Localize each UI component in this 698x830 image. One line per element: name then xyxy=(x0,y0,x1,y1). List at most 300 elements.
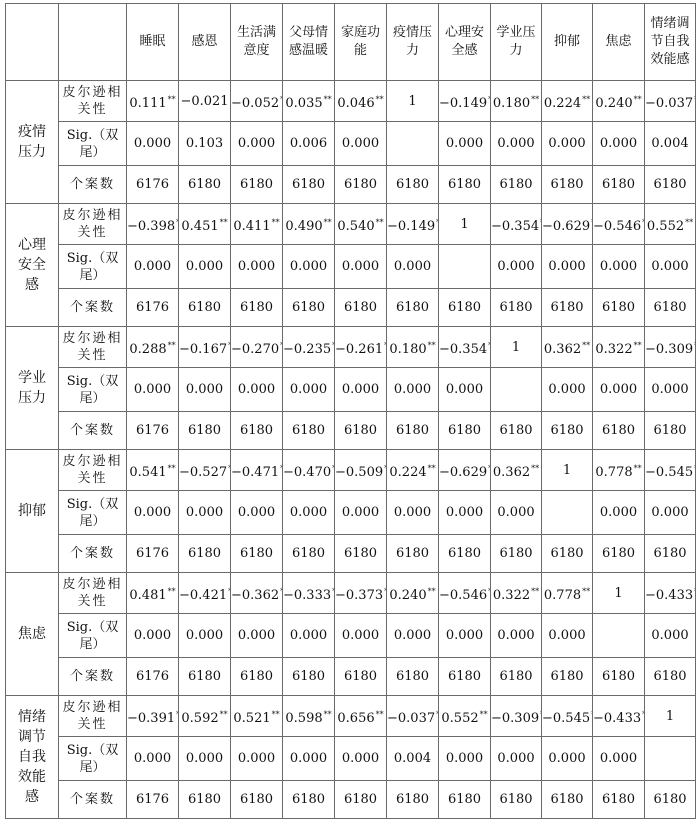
value-cell: 1 xyxy=(439,204,491,245)
value-cell: −0.629 xyxy=(542,204,593,245)
row-label-text: Sig.（双尾） xyxy=(66,742,119,775)
value-cell: −0.545 xyxy=(645,450,696,491)
significance-marker: ** xyxy=(531,463,540,473)
value-cell: 6180 xyxy=(179,166,231,204)
table-row xyxy=(6,737,696,781)
group-label xyxy=(6,573,59,696)
significance-marker: ** xyxy=(685,217,694,227)
table-row xyxy=(6,81,696,122)
column-header xyxy=(231,4,283,81)
value-cell: 0.224** xyxy=(542,81,593,122)
value-cell: 6180 xyxy=(593,781,645,819)
significance-marker: ** xyxy=(427,586,436,596)
value-cell: −0.629 xyxy=(439,450,491,491)
value-cell: 6180 xyxy=(231,412,283,450)
row-label-text: Sig.（双尾） xyxy=(66,496,119,529)
value-cell: −0.527 xyxy=(179,450,231,491)
value-cell: 0.000 xyxy=(231,245,283,289)
significance-marker xyxy=(694,95,695,104)
value-cell: 6180 xyxy=(542,658,593,696)
row-label xyxy=(59,658,127,696)
row-label xyxy=(59,166,127,204)
row-label-text: 皮尔逊相关性 xyxy=(62,577,123,609)
value-cell: 0.000 xyxy=(127,122,179,166)
value-cell: −0.433 xyxy=(645,573,696,614)
value-cell xyxy=(439,245,491,289)
value-cell: 0.000 xyxy=(439,614,491,658)
row-label-text: Sig.（双尾） xyxy=(66,127,119,160)
row-label xyxy=(59,412,127,450)
value-cell: 6176 xyxy=(127,289,179,327)
value-cell: 6180 xyxy=(179,412,231,450)
row-label xyxy=(59,737,127,781)
value-cell: 6180 xyxy=(439,535,491,573)
value-cell: 6180 xyxy=(491,289,542,327)
row-label-text: 皮尔逊相关性 xyxy=(62,85,123,117)
table-row xyxy=(6,573,696,614)
value-cell: 0.000 xyxy=(491,491,542,535)
value-cell: 0.000 xyxy=(542,368,593,412)
table-row xyxy=(6,781,696,819)
column-header-label: 感恩 xyxy=(191,34,218,49)
value-cell: 0.000 xyxy=(127,368,179,412)
value-cell: 6180 xyxy=(335,781,387,819)
value-cell: 0.000 xyxy=(491,737,542,781)
value-cell: 6180 xyxy=(439,658,491,696)
significance-marker xyxy=(694,341,695,350)
value-cell: 0.000 xyxy=(645,491,696,535)
value-cell: 0.180** xyxy=(387,327,439,368)
value-cell: 0.000 xyxy=(645,368,696,412)
column-header xyxy=(593,4,645,81)
value-cell: 0.046** xyxy=(335,81,387,122)
value-cell: 0.000 xyxy=(127,245,179,289)
value-cell: 0.180** xyxy=(491,81,542,122)
column-header xyxy=(491,4,542,81)
value-cell: 0.000 xyxy=(387,368,439,412)
significance-marker: ** xyxy=(323,709,332,719)
value-cell: −0.309 xyxy=(491,696,542,737)
row-label xyxy=(59,368,127,412)
value-cell: 6180 xyxy=(439,412,491,450)
value-cell: 6180 xyxy=(593,289,645,327)
value-cell: 6180 xyxy=(491,658,542,696)
row-label-text: Sig.（双尾） xyxy=(66,373,119,406)
value-cell: 6180 xyxy=(283,289,335,327)
value-cell: 0.000 xyxy=(283,368,335,412)
value-cell: 6180 xyxy=(283,658,335,696)
value-cell: 6180 xyxy=(645,289,696,327)
column-header-label: 疫情压力 xyxy=(392,25,432,58)
value-cell: 0.000 xyxy=(335,614,387,658)
column-header xyxy=(542,4,593,81)
value-cell: −0.354 xyxy=(491,204,542,245)
value-cell: 0.000 xyxy=(127,491,179,535)
column-header-label: 焦虑 xyxy=(605,34,632,49)
group-label-text: 焦虑 xyxy=(18,626,46,642)
value-cell: 0.000 xyxy=(439,122,491,166)
value-cell: 6180 xyxy=(231,658,283,696)
column-header xyxy=(645,4,696,81)
value-cell: 0.240** xyxy=(387,573,439,614)
significance-marker: ** xyxy=(323,217,332,227)
value-cell: 0.000 xyxy=(593,737,645,781)
value-cell: 0.451** xyxy=(179,204,231,245)
row-label xyxy=(59,289,127,327)
value-cell: 0.362** xyxy=(491,450,542,491)
row-label-text: 个案数 xyxy=(69,423,115,438)
value-cell: 6180 xyxy=(179,289,231,327)
value-cell: 0.362** xyxy=(542,327,593,368)
value-cell: −0.362 xyxy=(231,573,283,614)
table-row xyxy=(6,658,696,696)
significance-marker: ** xyxy=(167,94,176,104)
value-cell: 0.288** xyxy=(127,327,179,368)
value-cell: 6180 xyxy=(179,535,231,573)
column-header xyxy=(127,4,179,81)
value-cell: −0.261 xyxy=(335,327,387,368)
value-cell: −0.270 xyxy=(231,327,283,368)
value-cell: 0.000 xyxy=(231,614,283,658)
column-header xyxy=(387,4,439,81)
corner-cell xyxy=(59,4,127,81)
value-cell: −0.433 xyxy=(593,696,645,737)
group-label xyxy=(6,204,59,327)
significance-marker: ** xyxy=(582,94,591,104)
value-cell: 0.000 xyxy=(335,122,387,166)
value-cell: 6180 xyxy=(645,535,696,573)
value-cell: −0.546 xyxy=(593,204,645,245)
value-cell: 6180 xyxy=(439,781,491,819)
value-cell: 0.000 xyxy=(439,737,491,781)
value-cell: −0.391 xyxy=(127,696,179,737)
value-cell: 6180 xyxy=(491,535,542,573)
value-cell: 6180 xyxy=(593,535,645,573)
value-cell: 6180 xyxy=(593,166,645,204)
value-cell: 0.000 xyxy=(179,491,231,535)
column-header-label: 家庭功能 xyxy=(340,25,380,58)
table-row xyxy=(6,204,696,245)
value-cell: 0.000 xyxy=(542,245,593,289)
value-cell: 0.000 xyxy=(645,245,696,289)
value-cell: 0.000 xyxy=(387,245,439,289)
significance-marker: ** xyxy=(582,586,591,596)
value-cell: 6176 xyxy=(127,166,179,204)
value-cell: 0.322** xyxy=(593,327,645,368)
row-label-text: 个案数 xyxy=(69,300,115,315)
value-cell: 6180 xyxy=(335,166,387,204)
significance-marker: ** xyxy=(219,709,228,719)
table-row xyxy=(6,491,696,535)
value-cell: 0.000 xyxy=(387,491,439,535)
significance-marker: ** xyxy=(271,709,280,719)
row-label-text: Sig.（双尾） xyxy=(66,250,119,283)
value-cell: 0.541** xyxy=(127,450,179,491)
table-row xyxy=(6,327,696,368)
value-cell: 0.000 xyxy=(283,491,335,535)
table-body xyxy=(6,81,696,819)
value-cell: −0.421 xyxy=(179,573,231,614)
value-cell: 0.000 xyxy=(179,368,231,412)
row-label xyxy=(59,781,127,819)
value-cell: −0.545 xyxy=(542,696,593,737)
value-cell: 0.000 xyxy=(542,614,593,658)
value-cell: 1 xyxy=(491,327,542,368)
value-cell: 6180 xyxy=(335,412,387,450)
value-cell: −0.309 xyxy=(645,327,696,368)
significance-marker: ** xyxy=(427,463,436,473)
column-header-label: 心理安全感 xyxy=(444,25,484,58)
value-cell: −0.509 xyxy=(335,450,387,491)
value-cell: 0.000 xyxy=(283,245,335,289)
value-cell: 0.552** xyxy=(439,696,491,737)
value-cell: 6176 xyxy=(127,535,179,573)
value-cell: 0.000 xyxy=(542,737,593,781)
value-cell: 6180 xyxy=(593,658,645,696)
row-label-text: Sig.（双尾） xyxy=(66,619,119,652)
value-cell: 6180 xyxy=(387,535,439,573)
group-label-text: 情绪调节自我效能感 xyxy=(18,709,46,805)
value-cell: 0.103 xyxy=(179,122,231,166)
row-label xyxy=(59,614,127,658)
value-cell: 0.240** xyxy=(593,81,645,122)
value-cell: 6180 xyxy=(645,658,696,696)
table-row xyxy=(6,614,696,658)
value-cell: 0.000 xyxy=(283,737,335,781)
significance-marker: ** xyxy=(633,94,642,104)
value-cell: −0.470 xyxy=(283,450,335,491)
value-cell: 6180 xyxy=(542,289,593,327)
row-label-text: 个案数 xyxy=(69,792,115,807)
value-cell: 0.521** xyxy=(231,696,283,737)
value-cell: 1 xyxy=(593,573,645,614)
value-cell: −0.471 xyxy=(231,450,283,491)
value-cell: 6180 xyxy=(387,289,439,327)
value-cell: 0.778** xyxy=(593,450,645,491)
value-cell: 6180 xyxy=(335,289,387,327)
row-label xyxy=(59,81,127,122)
row-label-text: 皮尔逊相关性 xyxy=(62,331,123,363)
column-header xyxy=(179,4,231,81)
value-cell: 6180 xyxy=(542,535,593,573)
correlation-table xyxy=(5,3,696,819)
value-cell: 0.000 xyxy=(335,737,387,781)
row-label-text: 皮尔逊相关性 xyxy=(62,700,123,732)
significance-marker: ** xyxy=(271,217,280,227)
value-cell: 6180 xyxy=(179,658,231,696)
significance-marker: ** xyxy=(167,586,176,596)
table-row xyxy=(6,289,696,327)
row-label-text: 个案数 xyxy=(69,546,115,561)
value-cell: 0.000 xyxy=(542,122,593,166)
value-cell: 6180 xyxy=(283,412,335,450)
value-cell: 0.000 xyxy=(593,122,645,166)
value-cell: 6180 xyxy=(387,781,439,819)
value-cell: 6180 xyxy=(439,289,491,327)
significance-marker: ** xyxy=(479,709,488,719)
row-label-text: 个案数 xyxy=(69,177,115,192)
value-cell: 6180 xyxy=(231,289,283,327)
row-label-text: 皮尔逊相关性 xyxy=(62,208,123,240)
column-header-label: 生活满意度 xyxy=(236,25,276,58)
value-cell: −0.235 xyxy=(283,327,335,368)
value-cell: 6180 xyxy=(542,412,593,450)
value-cell: 0.006 xyxy=(283,122,335,166)
value-cell: 0.000 xyxy=(645,614,696,658)
row-label xyxy=(59,122,127,166)
value-cell: 0.000 xyxy=(231,491,283,535)
column-header-label: 学业压力 xyxy=(496,25,536,58)
group-label-text: 疫情压力 xyxy=(18,124,46,160)
significance-marker: ** xyxy=(427,340,436,350)
value-cell: 1 xyxy=(645,696,696,737)
value-cell: 0.411** xyxy=(231,204,283,245)
significance-marker xyxy=(694,464,695,473)
value-cell xyxy=(542,491,593,535)
value-cell: 0.000 xyxy=(491,122,542,166)
value-cell xyxy=(645,737,696,781)
value-cell: 6180 xyxy=(179,781,231,819)
value-cell: 6180 xyxy=(542,781,593,819)
value-cell: 0.490** xyxy=(283,204,335,245)
row-label xyxy=(59,535,127,573)
value-cell: 0.000 xyxy=(231,737,283,781)
group-label xyxy=(6,450,59,573)
row-label xyxy=(59,204,127,245)
value-cell: 0.000 xyxy=(439,368,491,412)
row-label-text: 皮尔逊相关性 xyxy=(62,454,123,486)
value-cell: 6180 xyxy=(439,166,491,204)
value-cell: −0.149 xyxy=(387,204,439,245)
value-cell: 0.000 xyxy=(283,614,335,658)
column-header xyxy=(335,4,387,81)
significance-marker: ** xyxy=(375,709,384,719)
value-cell: 6180 xyxy=(542,166,593,204)
value-cell: −0.167 xyxy=(179,327,231,368)
value-cell: 0.656** xyxy=(335,696,387,737)
table-row xyxy=(6,166,696,204)
value-cell: 6180 xyxy=(335,658,387,696)
column-header-label: 睡眠 xyxy=(139,34,166,49)
value-cell: 1 xyxy=(387,81,439,122)
value-cell: 0.000 xyxy=(179,737,231,781)
value-cell: 0.000 xyxy=(127,737,179,781)
value-cell: 0.224** xyxy=(387,450,439,491)
value-cell: 6176 xyxy=(127,412,179,450)
value-cell: −0.354 xyxy=(439,327,491,368)
value-cell: 0.000 xyxy=(231,368,283,412)
row-label-text: 个案数 xyxy=(69,669,115,684)
table-row xyxy=(6,450,696,491)
value-cell: 0.778** xyxy=(542,573,593,614)
group-label xyxy=(6,696,59,819)
value-cell: 0.000 xyxy=(593,245,645,289)
column-header-label: 抑郁 xyxy=(553,34,580,49)
significance-marker: ** xyxy=(531,586,540,596)
significance-marker: ** xyxy=(219,217,228,227)
value-cell xyxy=(387,122,439,166)
value-cell: −0.037 xyxy=(645,81,696,122)
value-cell: −0.021 xyxy=(179,81,231,122)
row-label xyxy=(59,327,127,368)
value-cell: 0.540** xyxy=(335,204,387,245)
value-cell: 0.111** xyxy=(127,81,179,122)
value-cell: 6180 xyxy=(283,535,335,573)
value-cell: 0.000 xyxy=(593,491,645,535)
value-cell: 0.000 xyxy=(127,614,179,658)
value-cell: −0.398 xyxy=(127,204,179,245)
table-row xyxy=(6,412,696,450)
value-cell: 0.000 xyxy=(491,245,542,289)
value-cell: 0.004 xyxy=(645,122,696,166)
value-cell: 0.481** xyxy=(127,573,179,614)
row-label xyxy=(59,573,127,614)
value-cell: 0.000 xyxy=(491,614,542,658)
value-cell: −0.333 xyxy=(283,573,335,614)
column-header-label: 父母情感温暖 xyxy=(288,25,328,58)
value-cell: 6176 xyxy=(127,781,179,819)
value-cell: 6180 xyxy=(335,535,387,573)
value-cell: −0.546 xyxy=(439,573,491,614)
value-cell: 6176 xyxy=(127,658,179,696)
group-label-text: 抑郁 xyxy=(18,503,46,519)
significance-marker: ** xyxy=(582,340,591,350)
value-cell: −0.037 xyxy=(387,696,439,737)
value-cell: 6180 xyxy=(593,412,645,450)
value-cell: 6180 xyxy=(387,412,439,450)
value-cell: 0.598** xyxy=(283,696,335,737)
column-header-label: 情绪调节自我效能感 xyxy=(650,16,690,67)
column-header xyxy=(439,4,491,81)
value-cell xyxy=(491,368,542,412)
group-label-text: 心理安全感 xyxy=(18,237,46,293)
value-cell: 6180 xyxy=(645,781,696,819)
value-cell: 1 xyxy=(542,450,593,491)
value-cell xyxy=(593,614,645,658)
value-cell: 6180 xyxy=(491,412,542,450)
significance-marker xyxy=(694,587,695,596)
row-label xyxy=(59,450,127,491)
value-cell: 0.000 xyxy=(335,491,387,535)
row-label xyxy=(59,491,127,535)
value-cell: 6180 xyxy=(645,412,696,450)
value-cell: 6180 xyxy=(231,781,283,819)
value-cell: 0.000 xyxy=(439,491,491,535)
row-label xyxy=(59,245,127,289)
value-cell: 6180 xyxy=(283,166,335,204)
table-row xyxy=(6,696,696,737)
value-cell: 0.000 xyxy=(387,614,439,658)
value-cell: 0.000 xyxy=(179,614,231,658)
value-cell: 6180 xyxy=(283,781,335,819)
table-row xyxy=(6,368,696,412)
significance-marker: ** xyxy=(375,217,384,227)
value-cell: 6180 xyxy=(491,781,542,819)
significance-marker: ** xyxy=(323,94,332,104)
group-label xyxy=(6,81,59,204)
value-cell: 0.004 xyxy=(387,737,439,781)
table-row xyxy=(6,245,696,289)
significance-marker: ** xyxy=(167,340,176,350)
table-row xyxy=(6,122,696,166)
value-cell: 0.000 xyxy=(231,122,283,166)
value-cell: 6180 xyxy=(231,535,283,573)
corner-cell xyxy=(6,4,59,81)
value-cell: 0.000 xyxy=(335,245,387,289)
group-label xyxy=(6,327,59,450)
significance-marker: ** xyxy=(633,340,642,350)
row-label xyxy=(59,696,127,737)
